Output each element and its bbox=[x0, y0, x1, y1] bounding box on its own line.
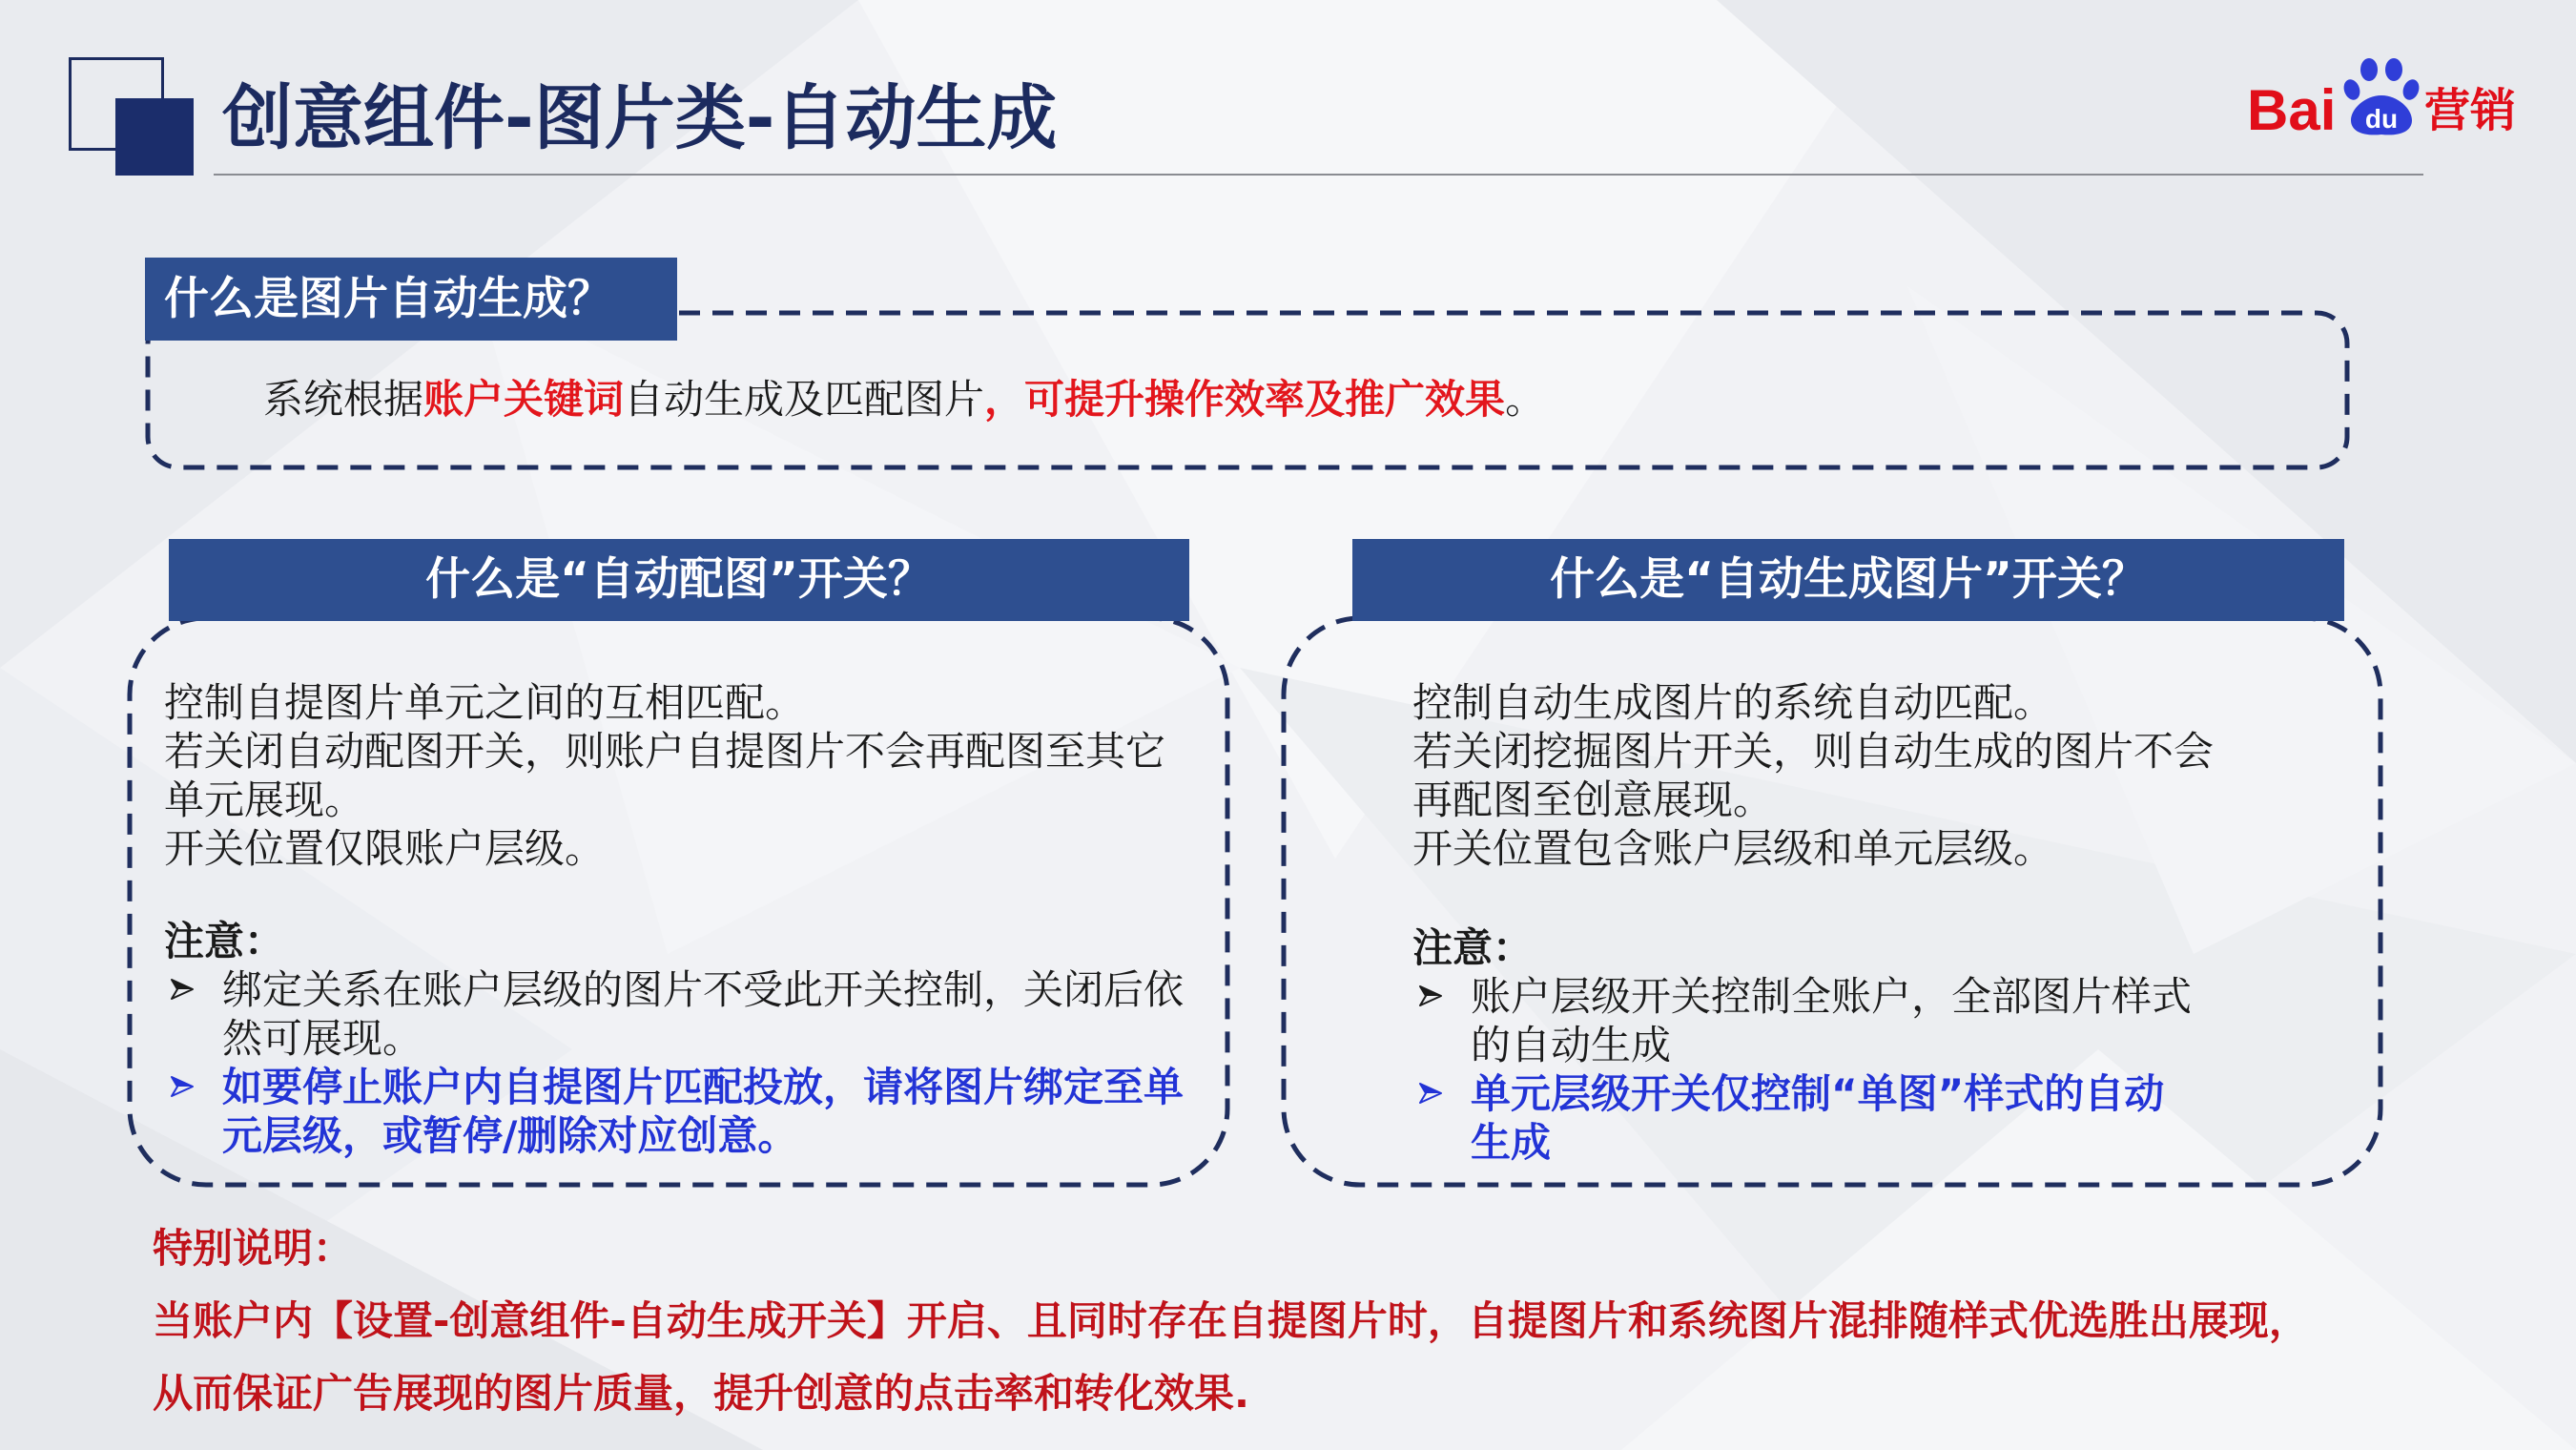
bullet-line: 绑定关系在账户层级的图片不受此开关控制，关闭后依 bbox=[222, 966, 1185, 1013]
bullet-line: 如要停止账户内自提图片匹配投放，请将图片绑定至单 bbox=[222, 1064, 1185, 1110]
body-line: 控制自提图片单元之间的互相匹配。 bbox=[164, 679, 806, 726]
arrowhead-bullet-icon bbox=[1417, 984, 1444, 1008]
body-line: 若关闭自动配图开关，则账户自提图片不会再配图至其它 bbox=[164, 728, 1166, 775]
note-bullet-emphasis bbox=[164, 1063, 1184, 1160]
bullet-line: 单元层级开关仅控制“单图”样式的自动 bbox=[1471, 1070, 2165, 1117]
note-bullet bbox=[164, 965, 1184, 1063]
body-line: 开关位置包含账户层级和单元层级。 bbox=[1412, 825, 2054, 872]
slide-title: 创意组件-图片类-自动生成 bbox=[222, 77, 1058, 159]
arrowhead-bullet-icon bbox=[1417, 1081, 1444, 1106]
note-bullet bbox=[1412, 972, 2214, 1069]
left-card-header: 什么是“自动配图”开关？ bbox=[169, 539, 1189, 621]
logo-du-text: du bbox=[2364, 104, 2399, 134]
note-label: 注意： bbox=[1412, 924, 1534, 971]
note-label: 注意： bbox=[164, 918, 285, 964]
intro-segment: 系统根据 bbox=[263, 376, 424, 423]
right-card-body bbox=[1412, 678, 2214, 1167]
bullet-line: 元层级，或暂停/删除对应创意。 bbox=[222, 1112, 798, 1159]
special-note-label: 特别说明： bbox=[153, 1225, 354, 1272]
body-line: 控制自动生成图片的系统自动匹配。 bbox=[1412, 679, 2054, 726]
body-line: 若关闭挖掘图片开关，则自动生成的图片不会 bbox=[1412, 728, 2215, 775]
bullet-line: 账户层级开关控制全账户，全部图片样式 bbox=[1471, 973, 2193, 1020]
intro-segment: 自动生成及匹配图片 bbox=[624, 376, 985, 423]
right-card-header: 什么是“自动生成图片”开关？ bbox=[1352, 539, 2344, 621]
left-card-body bbox=[164, 678, 1184, 1160]
intro-segment: 。 bbox=[1505, 376, 1546, 423]
logo-yingxiao-text: 营销 bbox=[2424, 84, 2517, 137]
logo-bai-text: Bai bbox=[2247, 78, 2337, 142]
special-note-line: 从而保证广告展现的图片质量，提升创意的点击率和转化效果. bbox=[153, 1370, 1249, 1417]
note-bullet-emphasis bbox=[1412, 1069, 2214, 1167]
intro-keyword: ，可提升操作效率及推广效果 bbox=[984, 376, 1506, 423]
arrowhead-bullet-icon bbox=[169, 1074, 196, 1099]
special-note bbox=[153, 1212, 2309, 1430]
body-line: 再配图至创意展现。 bbox=[1412, 777, 1774, 823]
body-line: 单元展现。 bbox=[164, 777, 365, 823]
body-line: 开关位置仅限账户层级。 bbox=[164, 825, 606, 872]
special-note-line: 当账户内【设置-创意组件-自动生成开关】开启、且同时存在自提图片时，自提图片和系统图片混排随样式优选胜出展现， bbox=[153, 1297, 2309, 1344]
bullet-line: 的自动生成 bbox=[1471, 1022, 1672, 1068]
intro-header: 什么是图片自动生成？ bbox=[145, 258, 677, 341]
bullet-line: 生成 bbox=[1471, 1119, 1552, 1166]
intro-keyword: 账户关键词 bbox=[423, 376, 625, 423]
bullet-line: 然可展现。 bbox=[222, 1015, 423, 1062]
arrowhead-bullet-icon bbox=[169, 977, 196, 1002]
intro-text bbox=[263, 375, 1545, 425]
